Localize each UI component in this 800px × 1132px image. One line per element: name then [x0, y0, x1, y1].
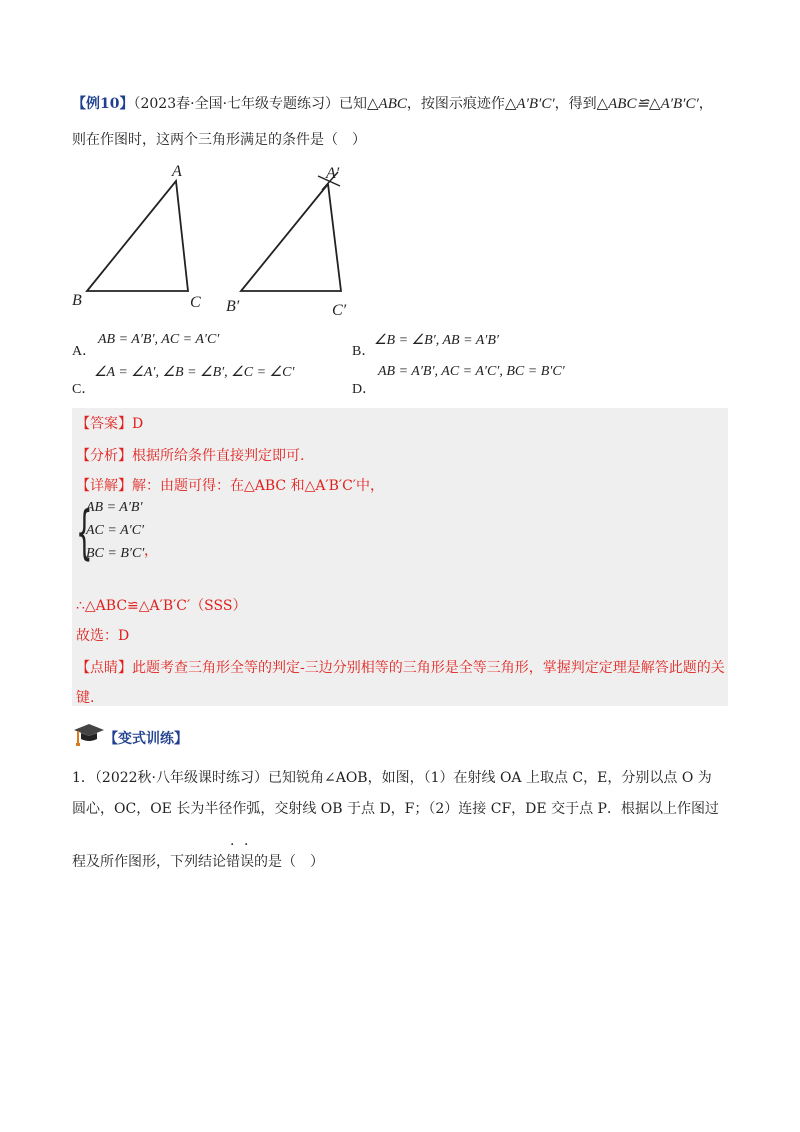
example-source: （2023春·全国·七年级专题练习）已知 — [133, 96, 368, 112]
comment-tag: 【点睛】 — [76, 660, 132, 676]
answer-row — [76, 414, 143, 434]
option-d[interactable] — [352, 364, 652, 397]
option-a-letter: A． — [72, 344, 97, 359]
example-header — [72, 94, 713, 114]
section-title: 【变式训练】 — [104, 731, 188, 747]
graduation-cap-icon — [72, 722, 106, 748]
answer-tag: 【答案】 — [76, 416, 132, 432]
triangle-abc: △ABC — [367, 96, 407, 112]
exercise-line-1: 1．（2022秋·八年级课时练习）已知锐角∠AOB，如图，（1）在射线 OA 上取点 C，E，分别以点 O 为 — [72, 770, 712, 786]
conclusion-row: ∴△ABC≌△A′B′C′（SSS） — [76, 598, 247, 614]
triangle-abc-shape — [87, 181, 188, 291]
option-d-text: AB = A′B′, AC = A′C′, BC = B′C′ — [378, 364, 565, 379]
detail-tag: 【详解】 — [76, 478, 132, 494]
answer-value: D — [132, 416, 144, 432]
example-mid2: ，得到 — [554, 96, 597, 112]
analysis-row — [76, 446, 304, 466]
comment-row-2: 键. — [76, 690, 95, 706]
label-a: A — [172, 163, 182, 180]
emphasis-char-1: 错 — [226, 854, 240, 870]
exercise-line-3-pre: 程及所作图形，下列结论 — [72, 854, 226, 870]
system-eq-1: AB = A′B′ — [86, 500, 143, 515]
system-eq-2: AC = A′C′ — [86, 523, 145, 538]
analysis-tag: 【分析】 — [76, 448, 132, 464]
option-c[interactable] — [72, 365, 342, 397]
option-c-text: ∠A = ∠A′, ∠B = ∠B′, ∠C = ∠C′ — [94, 365, 295, 380]
option-c-letter: C． — [72, 382, 96, 397]
comment-text-1: 此题考查三角形全等的判定-三边分别相等的三角形是全等三角形，掌握判定定理是解答此题的关 — [132, 660, 725, 676]
analysis-text: 根据所给条件直接判定即可. — [132, 448, 305, 464]
label-c: C — [190, 294, 201, 311]
example-question: 则在作图时，这两个三角形满足的条件是（ ） — [72, 132, 366, 148]
label-c-prime: C′ — [332, 302, 347, 319]
equation-system — [76, 500, 196, 568]
detail-row — [76, 476, 384, 496]
exercise-line-3 — [72, 852, 324, 872]
option-b[interactable] — [352, 333, 612, 359]
triangle-prime-shape — [241, 184, 341, 291]
option-a-text: AB = A′B′, AC = A′C′ — [98, 332, 220, 347]
label-b-prime: B′ — [226, 298, 240, 315]
label-a-prime: A′ — [326, 165, 340, 182]
comment-row-1 — [76, 658, 725, 678]
triangle-prime: △A′B′C′ — [504, 96, 555, 112]
option-d-letter: D． — [352, 382, 377, 397]
choose-row: 故选：D — [76, 628, 130, 644]
left-brace: { — [76, 498, 93, 566]
triangle-figure — [60, 160, 380, 330]
example-end: ， — [698, 96, 713, 112]
congruent-statement: △ABC≌△A′B′C′ — [596, 96, 699, 112]
option-b-text: ∠B = ∠B′, AB = A′B′ — [374, 333, 499, 348]
option-a[interactable] — [72, 332, 332, 359]
system-comma: ， — [144, 543, 158, 559]
exercise-line-3-post: 的是（ ） — [254, 854, 324, 870]
option-b-letter: B． — [352, 344, 376, 359]
example-mid: ，按图示痕迹作 — [406, 96, 505, 112]
label-b: B — [72, 292, 82, 309]
detail-text: 解：由题可得：在△ABC 和△A′B′C′中， — [132, 478, 384, 494]
emphasis-char-2: 误 — [240, 854, 254, 870]
exercise-line-2: 圆心，OC，OE 长为半径作弧，交射线 OB 于点 D，F；（2）连接 CF，DE 交于点 P．根据以上作图过 — [72, 801, 719, 817]
system-eq-3: BC = B′C′ — [86, 546, 145, 561]
example-tag: 【例10】 — [72, 96, 134, 112]
